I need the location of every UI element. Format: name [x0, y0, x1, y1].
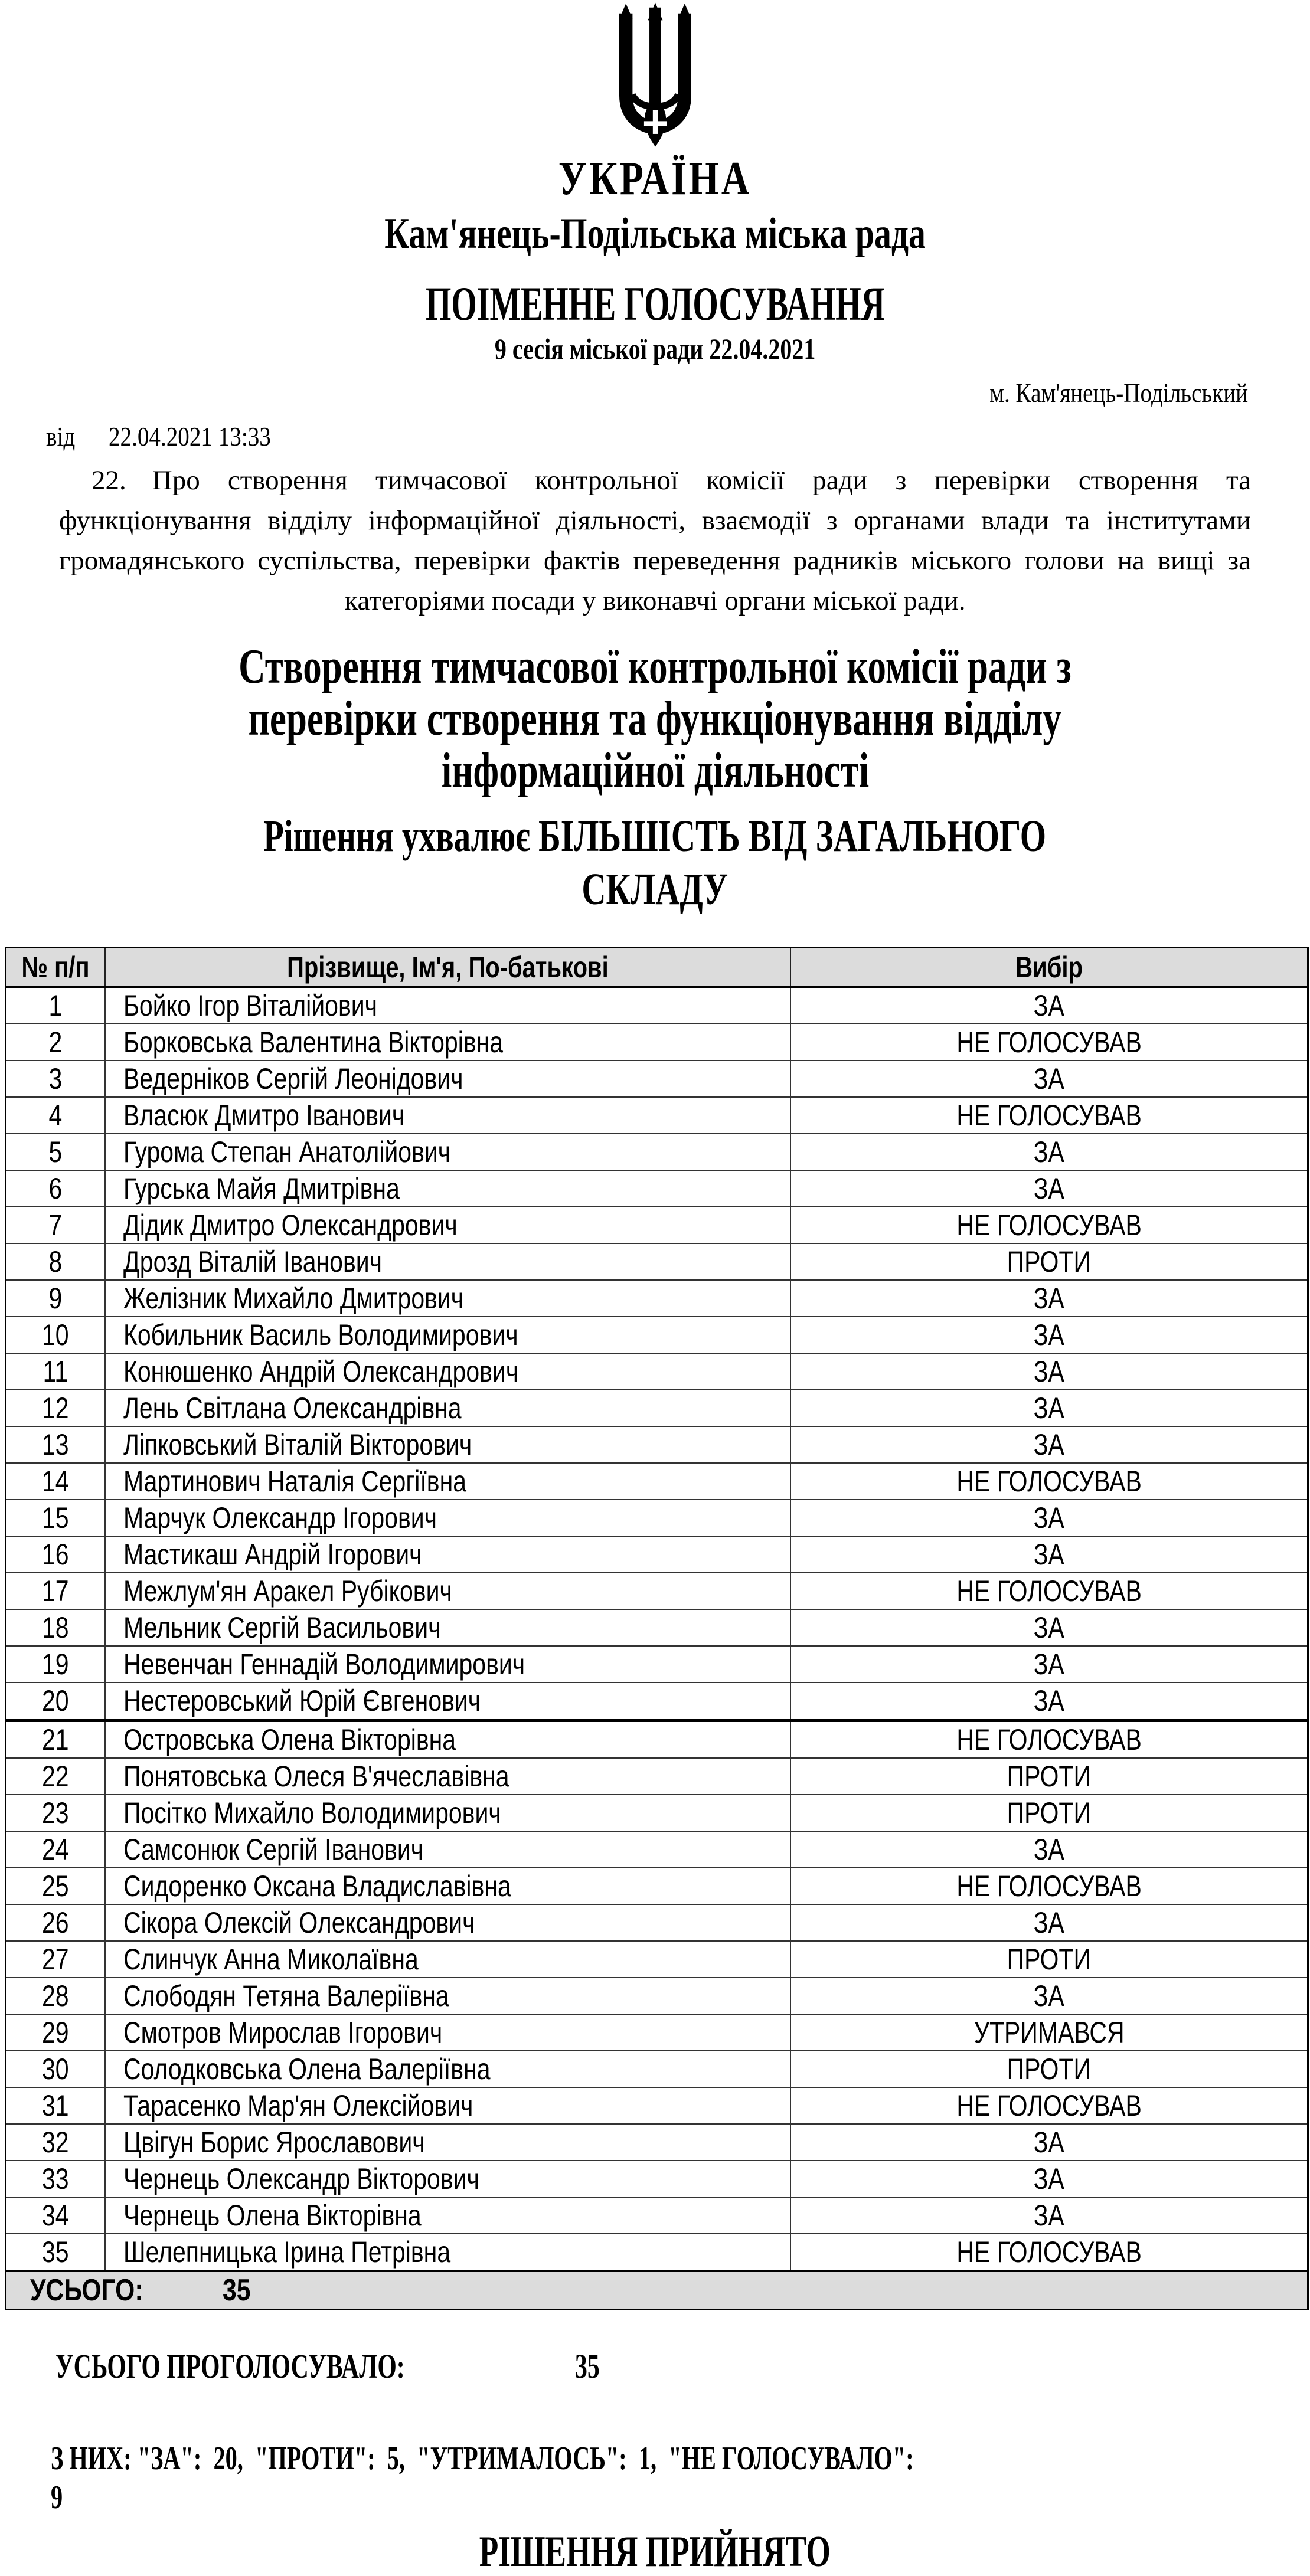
cell-num: 21: [6, 1720, 105, 1758]
doc-type-title-text: ПОІМЕННЕ ГОЛОСУВАННЯ: [425, 277, 885, 330]
cell-num: 22: [6, 1758, 105, 1795]
cell-name: Гурома Степан Анатолійович: [105, 1134, 790, 1170]
cell-name: Нестеровський Юрій Євгенович: [105, 1683, 790, 1720]
table-row: [6, 1426, 1308, 1463]
cell-num: 29: [6, 2014, 105, 2051]
header-cell-num: № п/п: [6, 948, 105, 987]
cell-num: 35: [6, 2234, 105, 2271]
header-cell-vote: Вибір: [790, 948, 1308, 987]
total-value: 35: [222, 2273, 251, 2307]
table-row: [6, 1720, 1308, 1758]
cell-num: 4: [6, 1097, 105, 1134]
table-row: [6, 1831, 1308, 1868]
council-title: [0, 209, 1310, 258]
total-cell: [6, 2271, 1308, 2310]
agenda-item-number: 22.: [92, 465, 126, 496]
cell-num: 15: [6, 1500, 105, 1536]
cell-num: 19: [6, 1646, 105, 1683]
vote-breakdown-line: 9: [51, 2479, 63, 2516]
decision-result-text: РІШЕННЯ ПРИЙНЯТО: [479, 2528, 831, 2576]
decision-title-line: перевірки створення та функціонування відділу: [248, 691, 1062, 746]
cell-vote: ЗА: [790, 1646, 1308, 1683]
cell-num: 1: [6, 987, 105, 1024]
table-row: [6, 1097, 1308, 1134]
cell-vote: ЗА: [790, 1170, 1308, 1207]
cell-num: 6: [6, 1170, 105, 1207]
cell-name: Конюшенко Андрій Олександрович: [105, 1353, 790, 1390]
cell-num: 13: [6, 1426, 105, 1463]
table-row: [6, 987, 1308, 1024]
votes-rows-page1: [6, 987, 1308, 1721]
cell-vote: НЕ ГОЛОСУВАВ: [790, 1463, 1308, 1500]
cell-name: Самсонюк Сергій Іванович: [105, 1831, 790, 1868]
cell-vote: ЗА: [790, 1317, 1308, 1353]
cell-vote: ЗА: [790, 1536, 1308, 1573]
table-row: [6, 2051, 1308, 2087]
table-row: [6, 2234, 1308, 2271]
cell-vote: ЗА: [790, 1500, 1308, 1536]
cell-num: 2: [6, 1024, 105, 1060]
cell-name: Межлум'ян Аракел Рубікович: [105, 1573, 790, 1609]
cell-vote: ЗА: [790, 1609, 1308, 1646]
cell-vote: НЕ ГОЛОСУВАВ: [790, 1207, 1308, 1243]
table-row: [6, 1904, 1308, 1941]
doc-type-title: [0, 276, 1310, 332]
cell-num: 33: [6, 2161, 105, 2197]
cell-name: Сікора Олексій Олександрович: [105, 1904, 790, 1941]
header-cell-name: Прізвище, Ім'я, По-батькові: [105, 948, 790, 987]
cell-vote: ЗА: [790, 1978, 1308, 2014]
decision-title-line: Створення тимчасової контрольної комісії ради з: [239, 639, 1071, 694]
from-label: від: [46, 421, 76, 451]
table-row: [6, 1758, 1308, 1795]
table-row: [6, 1280, 1308, 1317]
cell-vote: ЗА: [790, 1134, 1308, 1170]
decision-result: [0, 2529, 1310, 2575]
cell-vote: НЕ ГОЛОСУВАВ: [790, 1097, 1308, 1134]
cell-name: Солодковська Олена Валеріївна: [105, 2051, 790, 2087]
cell-num: 3: [6, 1060, 105, 1097]
voting-rule-line: СКЛАДУ: [582, 865, 728, 914]
cell-num: 27: [6, 1941, 105, 1978]
cell-name: Ведерніков Сергій Леонідович: [105, 1060, 790, 1097]
cell-name: Дрозд Віталій Іванович: [105, 1243, 790, 1280]
cell-name: Смотров Мирослав Ігорович: [105, 2014, 790, 2051]
table-row: [6, 2087, 1308, 2124]
vote-breakdown: [51, 2439, 1310, 2517]
table-row: [6, 1134, 1308, 1170]
cell-num: 12: [6, 1390, 105, 1426]
voting-rule-title: [0, 810, 1310, 916]
cell-vote: НЕ ГОЛОСУВАВ: [790, 1720, 1308, 1758]
total-voted-label: УСЬОГО ПРОГОЛОСУВАЛО:: [55, 2347, 405, 2385]
cell-name: Чернець Олена Вікторівна: [105, 2197, 790, 2234]
cell-num: 28: [6, 1978, 105, 2014]
cell-num: 24: [6, 1831, 105, 1868]
table-row: [6, 2124, 1308, 2161]
cell-vote: ЗА: [790, 2197, 1308, 2234]
cell-name: Дідик Дмитро Олександрович: [105, 1207, 790, 1243]
cell-name: Посітко Михайло Володимирович: [105, 1795, 790, 1831]
council-title-text: Кам'янець-Подільська міська рада: [384, 210, 926, 258]
cell-vote: НЕ ГОЛОСУВАВ: [790, 2234, 1308, 2271]
cell-name: Слободян Тетяна Валеріївна: [105, 1978, 790, 2014]
cell-name: Мастикаш Андрій Ігорович: [105, 1536, 790, 1573]
table-row: [6, 1170, 1308, 1207]
cell-name: Бойко Ігор Віталійович: [105, 987, 790, 1024]
place-text: м. Кам'янець-Подільський: [989, 378, 1248, 408]
cell-num: 18: [6, 1609, 105, 1646]
place-line: [0, 378, 1248, 408]
table-row: [6, 1573, 1308, 1609]
cell-vote: НЕ ГОЛОСУВАВ: [790, 1024, 1308, 1060]
cell-name: Мартинович Наталія Сергіївна: [105, 1463, 790, 1500]
cell-name: Марчук Олександр Ігорович: [105, 1500, 790, 1536]
cell-num: 10: [6, 1317, 105, 1353]
country-title-text: УКРАЇНА: [558, 153, 752, 205]
total-voted-line: [55, 2348, 1310, 2385]
votes-rows-page2: [6, 1720, 1308, 2271]
cell-num: 11: [6, 1353, 105, 1390]
decision-title: [0, 641, 1310, 797]
total-voted-value: 35: [574, 2347, 600, 2385]
ukraine-trident-icon: [606, 2, 704, 150]
cell-name: Невенчан Геннадій Володимирович: [105, 1646, 790, 1683]
cell-vote: ЗА: [790, 2161, 1308, 2197]
cell-vote: НЕ ГОЛОСУВАВ: [790, 1868, 1308, 1904]
table-row: [6, 1207, 1308, 1243]
cell-name: Ліпковський Віталій Вікторович: [105, 1426, 790, 1463]
cell-vote: ЗА: [790, 1904, 1308, 1941]
cell-name: Гурська Майя Дмитрівна: [105, 1170, 790, 1207]
votes-total: [6, 2271, 1308, 2310]
cell-vote: ЗА: [790, 1426, 1308, 1463]
table-row: [6, 1609, 1308, 1646]
cell-vote: ПРОТИ: [790, 2051, 1308, 2087]
cell-vote: ПРОТИ: [790, 1243, 1308, 1280]
cell-vote: ЗА: [790, 1060, 1308, 1097]
cell-num: 7: [6, 1207, 105, 1243]
cell-vote: ЗА: [790, 1831, 1308, 1868]
total-row: [6, 2271, 1308, 2310]
cell-vote: ПРОТИ: [790, 1795, 1308, 1831]
cell-vote: ПРОТИ: [790, 1758, 1308, 1795]
table-row: [6, 1978, 1308, 2014]
votes-table: [5, 947, 1309, 2310]
cell-num: 30: [6, 2051, 105, 2087]
cell-num: 26: [6, 1904, 105, 1941]
cell-vote: ЗА: [790, 1280, 1308, 1317]
table-row: [6, 1868, 1308, 1904]
table-row: [6, 1390, 1308, 1426]
cell-num: 16: [6, 1536, 105, 1573]
table-row: [6, 1536, 1308, 1573]
cell-num: 14: [6, 1463, 105, 1500]
cell-vote: ЗА: [790, 1353, 1308, 1390]
cell-name: Тарасенко Мар'ян Олексійович: [105, 2087, 790, 2124]
cell-name: Островська Олена Вікторівна: [105, 1720, 790, 1758]
header-row: [6, 948, 1308, 987]
cell-vote: УТРИМАВСЯ: [790, 2014, 1308, 2051]
cell-vote: ЗА: [790, 1390, 1308, 1426]
cell-vote: ПРОТИ: [790, 1941, 1308, 1978]
session-subtitle-text: 9 сесія міської ради 22.04.2021: [494, 332, 816, 365]
cell-name: Лень Світлана Олександрівна: [105, 1390, 790, 1426]
table-row: [6, 1795, 1308, 1831]
table-row: [6, 2161, 1308, 2197]
table-row: [6, 1060, 1308, 1097]
vote-breakdown-line: З НИХ: "ЗА": 20, "ПРОТИ": 5, "УТРИМАЛОСЬ": 1, "НЕ ГОЛОСУВАЛО":: [51, 2440, 914, 2477]
cell-num: 34: [6, 2197, 105, 2234]
cell-vote: ЗА: [790, 1683, 1308, 1720]
cell-num: 17: [6, 1573, 105, 1609]
agenda-item-text: Про створення тимчасової контрольної комісії ради з перевірки створення та функціонування відділу інформаційної діяльності, взаємодії з органами влади та інститутами громадянського суспільства, перевірки фактів переведення радників міського голови на вищі за категоріями посади у виконавчі органи міської ради.: [59, 465, 1251, 616]
cell-num: 23: [6, 1795, 105, 1831]
cell-name: Слинчук Анна Миколаївна: [105, 1941, 790, 1978]
total-label: УСЬОГО:: [30, 2273, 143, 2307]
cell-name: Борковська Валентина Вікторівна: [105, 1024, 790, 1060]
cell-name: Сидоренко Оксана Владиславівна: [105, 1868, 790, 1904]
cell-vote: НЕ ГОЛОСУВАВ: [790, 2087, 1308, 2124]
table-row: [6, 1024, 1308, 1060]
cell-num: 8: [6, 1243, 105, 1280]
cell-num: 9: [6, 1280, 105, 1317]
cell-name: Желізник Михайло Дмитрович: [105, 1280, 790, 1317]
decision-title-line: інформаційної діяльності: [441, 743, 869, 798]
cell-num: 20: [6, 1683, 105, 1720]
cell-vote: НЕ ГОЛОСУВАВ: [790, 1573, 1308, 1609]
cell-name: Власюк Дмитро Іванович: [105, 1097, 790, 1134]
table-row: [6, 1463, 1308, 1500]
cell-name: Чернець Олександр Вікторович: [105, 2161, 790, 2197]
table-row: [6, 1646, 1308, 1683]
voting-protocol-document: [0, 2, 1310, 2576]
cell-name: Понятовська Олеся В'ячеславівна: [105, 1758, 790, 1795]
cell-num: 25: [6, 1868, 105, 1904]
cell-num: 5: [6, 1134, 105, 1170]
cell-vote: ЗА: [790, 2124, 1308, 2161]
cell-vote: ЗА: [790, 987, 1308, 1024]
country-title: [0, 153, 1310, 204]
cell-num: 32: [6, 2124, 105, 2161]
voting-rule-line: Рішення ухвалює БІЛЬШІСТЬ ВІД ЗАГАЛЬНОГО: [263, 811, 1047, 861]
date-line: [46, 421, 1310, 452]
table-row: [6, 1353, 1308, 1390]
votes-table-header: [6, 948, 1308, 987]
cell-name: Шелепницька Ірина Петрівна: [105, 2234, 790, 2271]
session-subtitle: [0, 332, 1310, 366]
table-row: [6, 2014, 1308, 2051]
table-row: [6, 1317, 1308, 1353]
cell-name: Кобильник Василь Володимирович: [105, 1317, 790, 1353]
table-row: [6, 1683, 1308, 1720]
cell-name: Цвігун Борис Ярославович: [105, 2124, 790, 2161]
cell-name: Мельник Сергій Васильович: [105, 1609, 790, 1646]
table-row: [6, 1500, 1308, 1536]
table-row: [6, 2197, 1308, 2234]
table-row: [6, 1941, 1308, 1978]
cell-num: 31: [6, 2087, 105, 2124]
from-datetime: 22.04.2021 13:33: [108, 421, 271, 451]
table-row: [6, 1243, 1308, 1280]
agenda-item-paragraph: [59, 460, 1251, 621]
